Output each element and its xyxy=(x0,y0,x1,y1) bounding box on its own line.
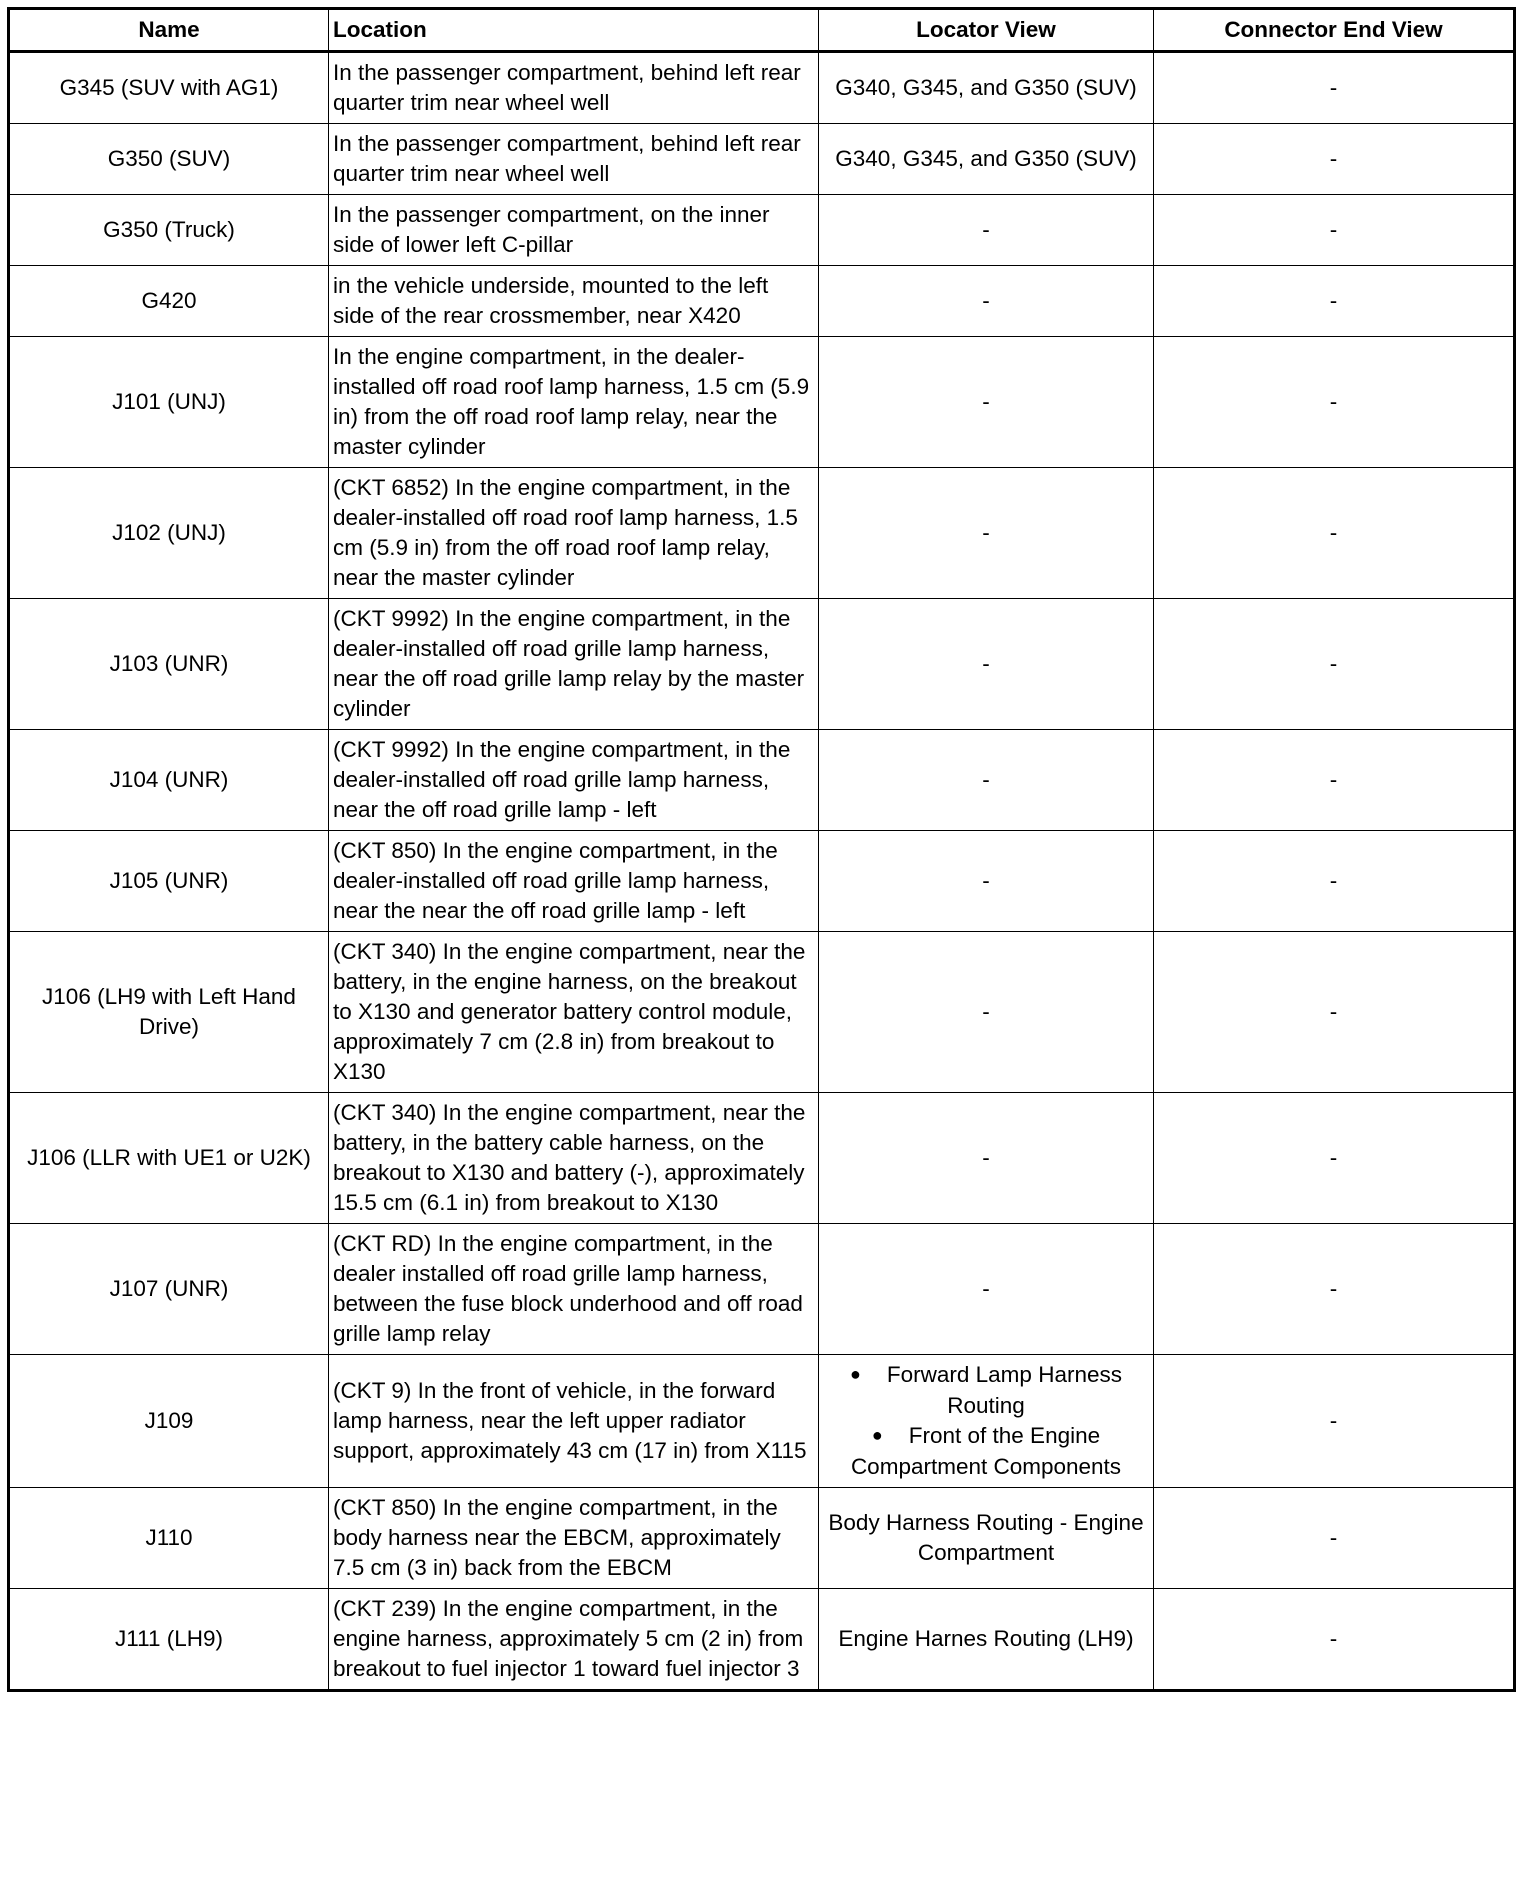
cell-location: In the passenger compartment, behind left rear quarter trim near wheel well xyxy=(329,52,819,124)
cell-locator-view: - xyxy=(819,1093,1154,1224)
cell-location: (CKT 239) In the engine compartment, in the engine harness, approximately 5 cm (2 in) from breakout to fuel injector 1 toward fuel injector 3 xyxy=(329,1589,819,1691)
cell-location: (CKT 9992) In the engine compartment, in the dealer-installed off road grille lamp harness, near the off road grille lamp relay by the master cylinder xyxy=(329,599,819,730)
cell-name: J106 (LLR with UE1 or U2K) xyxy=(9,1093,329,1224)
table-row xyxy=(9,831,1515,932)
cell-locator-view: - xyxy=(819,195,1154,266)
cell-locator-view: - xyxy=(819,831,1154,932)
table-row xyxy=(9,337,1515,468)
header-name: Name xyxy=(9,9,329,52)
cell-locator-view: - xyxy=(819,932,1154,1093)
cell-name: G350 (Truck) xyxy=(9,195,329,266)
cell-connector-end-view: - xyxy=(1154,124,1515,195)
cell-location: (CKT 9992) In the engine compartment, in the dealer-installed off road grille lamp harness, near the off road grille lamp - left xyxy=(329,730,819,831)
table-row xyxy=(9,52,1515,124)
cell-name: G345 (SUV with AG1) xyxy=(9,52,329,124)
cell-location: (CKT 340) In the engine compartment, near the battery, in the engine harness, on the breakout to X130 and generator battery control module, approximately 7 cm (2.8 in) from breakout to X130 xyxy=(329,932,819,1093)
header-connector-end-view: Connector End View xyxy=(1154,9,1515,52)
table-row xyxy=(9,195,1515,266)
cell-locator-view: - xyxy=(819,599,1154,730)
table-row xyxy=(9,266,1515,337)
table-header-row xyxy=(9,9,1515,52)
cell-name: J110 xyxy=(9,1488,329,1589)
cell-locator-view: - xyxy=(819,730,1154,831)
cell-connector-end-view: - xyxy=(1154,730,1515,831)
cell-locator-view: Body Harness Routing - Engine Compartment xyxy=(819,1488,1154,1589)
cell-locator-view: Engine Harnes Routing (LH9) xyxy=(819,1589,1154,1691)
header-location: Location xyxy=(329,9,819,52)
cell-connector-end-view: - xyxy=(1154,831,1515,932)
cell-location: In the engine compartment, in the dealer-installed off road roof lamp harness, 1.5 cm (5.9 in) from the off road roof lamp relay, near the master cylinder xyxy=(329,337,819,468)
cell-connector-end-view: - xyxy=(1154,1589,1515,1691)
cell-location: (CKT 340) In the engine compartment, near the battery, in the battery cable harness, on the breakout to X130 and battery (-), approximately 15.5 cm (6.1 in) from breakout to X130 xyxy=(329,1093,819,1224)
table-row xyxy=(9,1093,1515,1224)
cell-connector-end-view: - xyxy=(1154,932,1515,1093)
cell-name: G420 xyxy=(9,266,329,337)
cell-location: (CKT 850) In the engine compartment, in the dealer-installed off road grille lamp harness, near the near the off road grille lamp - left xyxy=(329,831,819,932)
cell-locator-view xyxy=(819,1355,1154,1488)
cell-name: J107 (UNR) xyxy=(9,1224,329,1355)
cell-location: (CKT RD) In the engine compartment, in the dealer installed off road grille lamp harness, between the fuse block underhood and off road grille lamp relay xyxy=(329,1224,819,1355)
cell-name: J105 (UNR) xyxy=(9,831,329,932)
cell-location: In the passenger compartment, behind left rear quarter trim near wheel well xyxy=(329,124,819,195)
cell-name: J106 (LH9 with Left Hand Drive) xyxy=(9,932,329,1093)
cell-connector-end-view: - xyxy=(1154,52,1515,124)
cell-name: J109 xyxy=(9,1355,329,1488)
cell-connector-end-view: - xyxy=(1154,1355,1515,1488)
cell-connector-end-view: - xyxy=(1154,337,1515,468)
cell-location: In the passenger compartment, on the inner side of lower left C-pillar xyxy=(329,195,819,266)
cell-connector-end-view: - xyxy=(1154,1224,1515,1355)
cell-locator-view: G340, G345, and G350 (SUV) xyxy=(819,124,1154,195)
table-row xyxy=(9,124,1515,195)
cell-locator-view: - xyxy=(819,266,1154,337)
cell-locator-view: - xyxy=(819,468,1154,599)
table-row xyxy=(9,599,1515,730)
cell-location: (CKT 6852) In the engine compartment, in the dealer-installed off road roof lamp harness, 1.5 cm (5.9 in) from the off road roof lamp relay, near the master cylinder xyxy=(329,468,819,599)
cell-name: J104 (UNR) xyxy=(9,730,329,831)
component-locator-sheet xyxy=(7,7,1513,1692)
cell-name: J111 (LH9) xyxy=(9,1589,329,1691)
cell-locator-view: G340, G345, and G350 (SUV) xyxy=(819,52,1154,124)
table-row xyxy=(9,932,1515,1093)
cell-locator-view: - xyxy=(819,1224,1154,1355)
header-locator-view: Locator View xyxy=(819,9,1154,52)
table-row xyxy=(9,468,1515,599)
locator-view-link: ● Forward Lamp Harness Routing xyxy=(823,1360,1149,1421)
cell-connector-end-view: - xyxy=(1154,195,1515,266)
table-row xyxy=(9,1355,1515,1488)
cell-name: J103 (UNR) xyxy=(9,599,329,730)
cell-name: J101 (UNJ) xyxy=(9,337,329,468)
cell-name: G350 (SUV) xyxy=(9,124,329,195)
cell-location: (CKT 9) In the front of vehicle, in the forward lamp harness, near the left upper radiator support, approximately 43 cm (17 in) from X115 xyxy=(329,1355,819,1488)
cell-location: in the vehicle underside, mounted to the left side of the rear crossmember, near X420 xyxy=(329,266,819,337)
table-row xyxy=(9,1224,1515,1355)
cell-connector-end-view: - xyxy=(1154,468,1515,599)
locator-view-list xyxy=(823,1360,1149,1482)
cell-connector-end-view: - xyxy=(1154,1093,1515,1224)
cell-connector-end-view: - xyxy=(1154,1488,1515,1589)
cell-connector-end-view: - xyxy=(1154,266,1515,337)
cell-connector-end-view: - xyxy=(1154,599,1515,730)
cell-name: J102 (UNJ) xyxy=(9,468,329,599)
table-row xyxy=(9,1488,1515,1589)
locator-view-link: ● Front of the Engine Compartment Components xyxy=(823,1421,1149,1482)
cell-locator-view: - xyxy=(819,337,1154,468)
component-location-table xyxy=(7,7,1516,1692)
table-row xyxy=(9,730,1515,831)
cell-location: (CKT 850) In the engine compartment, in the body harness near the EBCM, approximately 7.5 cm (3 in) back from the EBCM xyxy=(329,1488,819,1589)
table-row xyxy=(9,1589,1515,1691)
